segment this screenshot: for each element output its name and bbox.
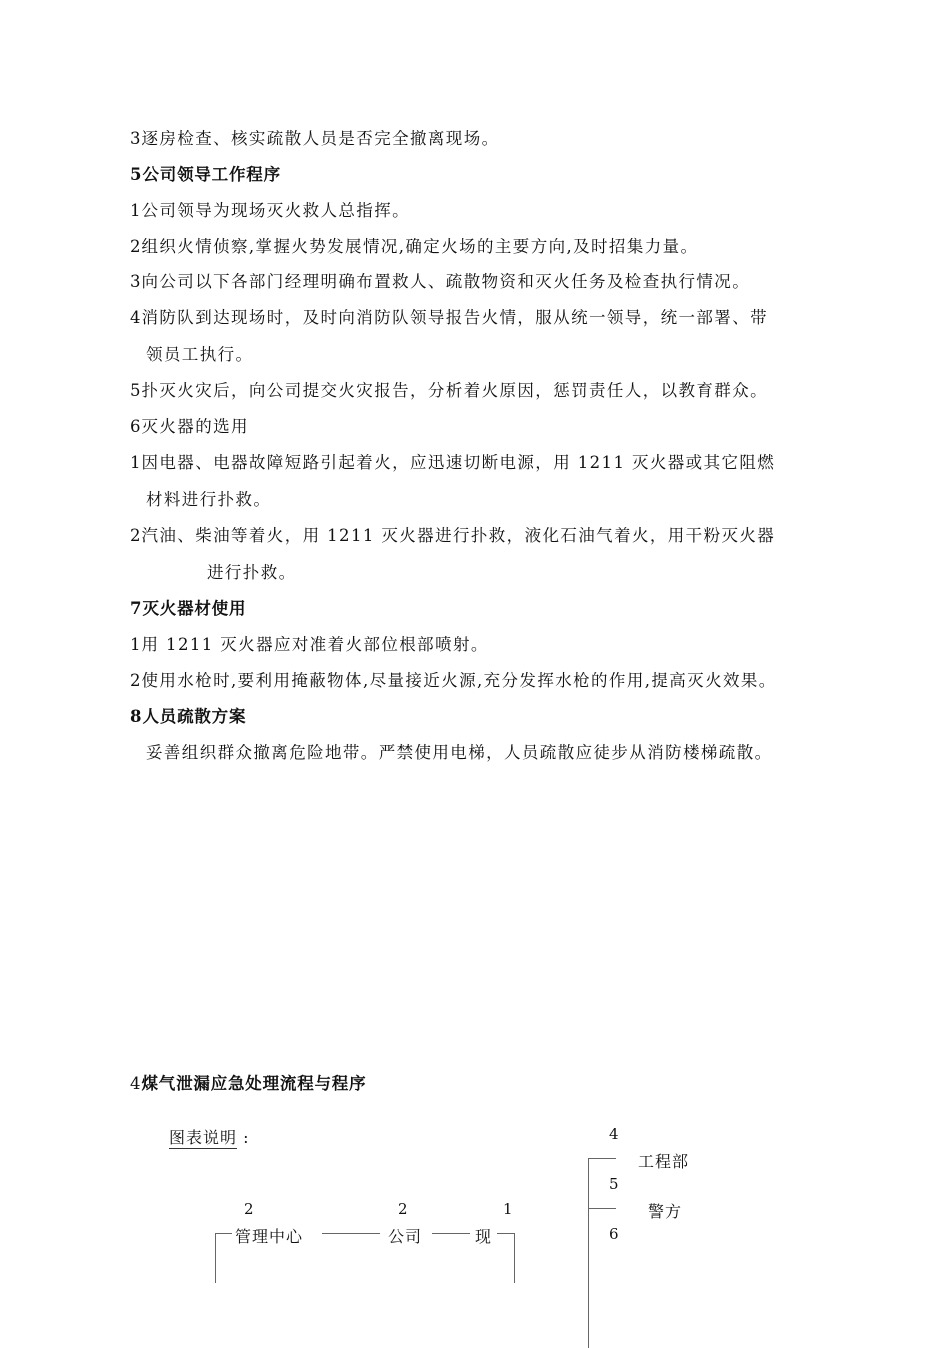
line-3-check-rooms: 3逐房检查、核实疏散人员是否完全撤离现场。 xyxy=(130,129,500,148)
connector-branch-vertical xyxy=(588,1158,589,1348)
line-fire-reconnaissance: 2组织火情侦察,掌握火势发展情况,确定火场的主要方向,及时招集力量。 xyxy=(130,237,699,256)
line-water-gun: 2使用水枪时,要利用掩蔽物体,尽量接近火源,充分发挥水枪的作用,提高灭火效果。 xyxy=(130,671,777,690)
legend-label: 图表说明 : xyxy=(169,1128,250,1147)
scene-num: 1 xyxy=(503,1200,513,1218)
node-management-center: 管理中心 xyxy=(235,1227,304,1246)
police-num: 5 xyxy=(609,1175,619,1193)
node-scene: 现 xyxy=(475,1227,493,1246)
line-report-fire-brigade-cont: 领员工执行。 xyxy=(146,345,254,364)
connector-mgmt-company xyxy=(322,1233,380,1234)
node-police: 警方 xyxy=(648,1202,683,1221)
connector-branch-engineering xyxy=(588,1158,616,1159)
company-num: 2 xyxy=(398,1200,408,1218)
line-oil-fire-cont: 进行扑救。 xyxy=(207,563,297,582)
line-oil-fire: 2汽油、柴油等着火，用 1211 灭火器进行扑救，液化石油气着火，用干粉灭火器 xyxy=(130,526,776,545)
line-report-fire-brigade: 4消防队到达现场时，及时向消防队领导报告火情，服从统一领导，统一部署、带 xyxy=(130,308,768,327)
connector-left-vertical xyxy=(215,1233,216,1283)
line-fire-report: 5扑灭火灾后，向公司提交火灾报告，分析着火原因，惩罚责任人，以教育群众。 xyxy=(130,381,768,400)
heading-extinguisher-usage: 7灭火器材使用 xyxy=(130,599,247,618)
extra-num: 6 xyxy=(609,1225,619,1243)
line-evacuation: 妥善组织群众撤离危险地带。严禁使用电梯，人员疏散应徒步从消防楼梯疏散。 xyxy=(146,743,773,762)
heading-company-leader-procedure: 5公司领导工作程序 xyxy=(130,165,281,184)
heading-extinguisher-selection: 6灭火器的选用 xyxy=(130,417,249,436)
connector-company-scene xyxy=(432,1233,470,1234)
connector-right-vertical xyxy=(514,1233,515,1283)
section-gas-leak-heading: 4煤气泄漏应急处理流程与程序 xyxy=(130,1074,367,1093)
line-1211-usage: 1用 1211 灭火器应对准着火部位根部喷射。 xyxy=(130,635,489,654)
management-center-num: 2 xyxy=(244,1200,254,1218)
connector-right-top xyxy=(497,1233,514,1234)
line-electrical-fire-cont: 材料进行扑救。 xyxy=(146,490,272,509)
heading-evacuation-plan: 8人员疏散方案 xyxy=(130,707,247,726)
line-leader-commander: 1公司领导为现场灭火救人总指挥。 xyxy=(130,201,410,220)
engineering-num: 4 xyxy=(609,1125,619,1143)
line-assign-tasks: 3向公司以下各部门经理明确布置救人、疏散物资和灭火任务及检查执行情况。 xyxy=(130,272,751,291)
node-company: 公司 xyxy=(388,1227,423,1246)
connector-left-top xyxy=(215,1233,232,1234)
connector-branch-police xyxy=(588,1208,616,1209)
line-electrical-fire: 1因电器、电器故障短路引起着火，应迅速切断电源，用 1211 灭火器或其它阻燃 xyxy=(130,453,776,472)
node-engineering: 工程部 xyxy=(638,1152,690,1171)
